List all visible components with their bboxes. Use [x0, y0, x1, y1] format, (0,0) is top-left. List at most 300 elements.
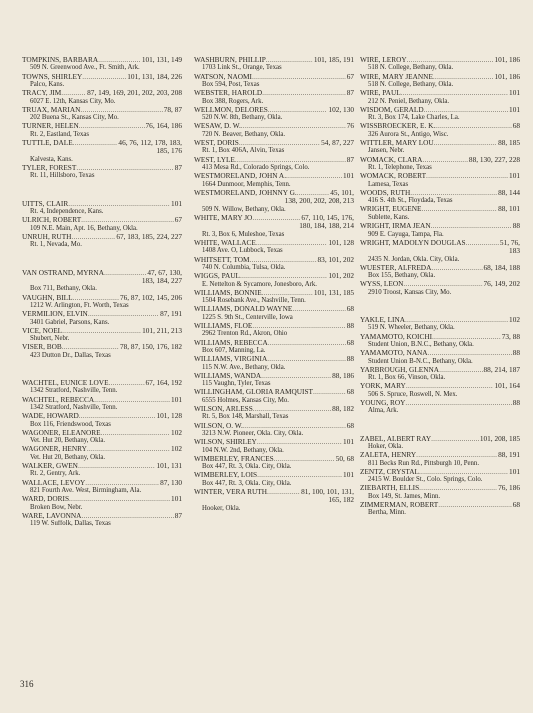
- entry-pages: 88: [512, 349, 520, 358]
- entry-line: [22, 89, 182, 97]
- entry-name: ZABEL, ALBERT RAY: [360, 434, 432, 443]
- dot-leader: [81, 512, 173, 520]
- entry-pages: 67: [174, 216, 182, 225]
- dot-leader: [87, 445, 170, 453]
- entry-pages: 50, 68: [335, 454, 354, 463]
- entry-pages-continued: 180, 184, 188, 214: [299, 221, 354, 231]
- dot-leader: [313, 388, 346, 396]
- entry-line: [194, 89, 354, 97]
- entry-name: WILLIAMS, FLOE: [194, 321, 253, 330]
- entry-line: [360, 484, 520, 492]
- dot-leader: [257, 438, 342, 446]
- entry-pages: 73, 88: [501, 332, 520, 341]
- entry-address: Rt. 11, Hillsboro, Texas: [30, 172, 95, 180]
- index-entry: [360, 264, 520, 281]
- dot-leader: [266, 56, 313, 64]
- entry-address: Rt. 1, Box 66, Vinson, Okla.: [368, 374, 446, 382]
- dot-leader: [428, 349, 512, 357]
- entry-address: 413 Mesa Rd., Colorado Springs, Colo.: [202, 164, 310, 172]
- entry-line: [360, 435, 520, 443]
- entry-pages: 76, 149, 202: [483, 280, 520, 289]
- entry-name: WIMBERLEY, LOIS: [194, 471, 258, 480]
- entry-address: 109 N.E. Main, Apt. 16, Bethany, Okla.: [30, 224, 138, 232]
- index-entry: [194, 438, 354, 455]
- entry-address: 1225 S. 9th St., Centerville, Iowa: [202, 313, 293, 321]
- entry-pages: 88, 130, 227, 228: [468, 155, 520, 164]
- index-entry: [360, 349, 520, 366]
- dot-leader: [268, 106, 328, 114]
- entry-name: WIRE, PAUL: [360, 89, 401, 98]
- entry-name: ZENTZ, CRYSTAL: [360, 467, 420, 476]
- entry-pages: 76, 164, 186: [145, 122, 182, 131]
- entry-pages: 101: [343, 172, 354, 181]
- dot-leader: [78, 462, 156, 470]
- dot-leader: [69, 495, 170, 503]
- entry-address: Rt. 1, Nevada, Mo.: [30, 241, 82, 249]
- index-entry: [22, 379, 182, 396]
- entry-pages: 101: [171, 199, 182, 208]
- dot-leader: [435, 122, 512, 130]
- entry-pages: 88, 191: [498, 451, 520, 460]
- section-gap: [360, 297, 520, 316]
- entry-name: ULRICH, ROBERT: [22, 216, 82, 225]
- dot-leader: [431, 435, 479, 443]
- entry-address: Rt. 3, Box 6, Muleshoe, Texas: [202, 230, 285, 238]
- entry-address: E. Nettelton & Sycamore, Jonesboro, Ark.: [202, 280, 317, 288]
- entry-address: Student Union, B.N.C., Bethany, Okla.: [368, 340, 474, 348]
- entry-name: WYSS, LEON: [360, 280, 404, 289]
- entry-name: UNRUH, RUTH: [22, 232, 72, 241]
- entry-name: WILLIAMS, BONNIE: [194, 288, 262, 297]
- dot-leader: [261, 372, 331, 380]
- entry-address: Box 155, Bethany, Okla.: [368, 272, 436, 280]
- entry-pages: 101, 128: [328, 238, 354, 247]
- entry-name: WINTER, VERA RUTH: [194, 488, 268, 497]
- entry-name: WHITE, WALLACE: [194, 238, 256, 247]
- entry-address: 811 Becks Run Rd., Pittsburgh 10, Penn.: [368, 459, 480, 467]
- entry-line: [194, 355, 354, 363]
- index-column-2: [194, 56, 354, 513]
- dot-leader: [267, 355, 345, 363]
- entry-pages: 54, 87, 227: [321, 139, 354, 148]
- entry-pages: 101, 164: [494, 382, 520, 391]
- index-entry: [360, 484, 520, 501]
- index-entry: [22, 495, 182, 512]
- index-entry: [360, 89, 520, 106]
- entry-name: WACHTEL, EUNICE LOVE: [22, 378, 109, 387]
- entry-name: TOWNS, SHIRLEY: [22, 72, 83, 81]
- entry-address: Box 447, Rt. 3, Okla. City, Okla.: [202, 463, 292, 471]
- dot-leader: [243, 422, 346, 430]
- entry-line: [194, 172, 354, 180]
- entry-pages: 45, 101,: [330, 188, 354, 197]
- dot-leader: [61, 89, 86, 97]
- entry-pages: 68, 184, 188: [483, 263, 520, 272]
- entry-pages: 101, 131, 184, 226: [127, 72, 182, 81]
- entry-line: [360, 222, 520, 230]
- dot-leader: [286, 172, 342, 180]
- dot-leader: [274, 455, 335, 463]
- entry-name: WATSON, NAOMI: [194, 72, 252, 81]
- entry-name: WRIGHT, MADOLYN DOUGLAS: [360, 238, 466, 247]
- entry-line: [22, 429, 182, 437]
- index-entry: [194, 471, 354, 488]
- entry-line: [360, 333, 520, 341]
- entry-pages: 76, 87, 102, 145, 206: [119, 293, 182, 302]
- entry-pages: 68: [346, 421, 354, 430]
- index-entry: [194, 106, 354, 123]
- index-entry: [194, 289, 354, 306]
- entry-pages: 101: [509, 172, 520, 181]
- index-entry: [360, 156, 520, 173]
- dot-leader: [81, 216, 174, 224]
- index-entry: [360, 382, 520, 399]
- entry-name: WALLACE, LEVOY: [22, 478, 86, 487]
- entry-name: YAMAMOTO, NANA: [360, 349, 428, 358]
- entry-name: WITTLER, MARY LOU: [360, 139, 434, 148]
- entry-name: WESTMORELAND, JOHN A.: [194, 172, 287, 181]
- entry-address: 423 Dutton Dr., Dallas, Texas: [30, 351, 111, 359]
- index-entry: [22, 327, 182, 344]
- index-entry: [22, 512, 182, 529]
- dot-leader: [439, 366, 482, 374]
- entry-address: Box 388, Rogers, Ark.: [202, 97, 264, 105]
- index-entry: [22, 343, 182, 360]
- entry-line: [360, 156, 520, 164]
- index-entry: [360, 399, 520, 416]
- dot-leader: [431, 222, 512, 230]
- entry-address: Broken Bow, Nebr.: [30, 503, 83, 511]
- entry-line: [360, 122, 520, 130]
- entry-pages: 88, 186: [332, 371, 354, 380]
- dot-leader: [239, 139, 320, 147]
- index-entry: [194, 422, 354, 439]
- entry-pages: 68: [346, 338, 354, 347]
- index-entry: [360, 366, 520, 383]
- entry-line: [22, 327, 182, 335]
- entry-name: TUTTLE, DALE: [22, 139, 73, 148]
- dot-leader: [406, 382, 494, 390]
- dot-leader: [262, 289, 313, 297]
- section-gap: [22, 360, 182, 379]
- entry-pages: 51, 76,: [499, 238, 520, 247]
- entry-line: [22, 396, 182, 404]
- entry-line: [22, 479, 182, 487]
- index-entry: [22, 89, 182, 106]
- entry-address: Hooker, Okla.: [202, 504, 241, 512]
- entry-line: [194, 388, 354, 396]
- entry-address: Lamesa, Texas: [368, 180, 409, 188]
- entry-pages: 87, 130: [160, 478, 182, 487]
- entry-address: Bertha, Minn.: [368, 509, 406, 517]
- entry-address: 6555 Holmes, Kansas City, Mo.: [202, 396, 289, 404]
- index-entry: [194, 272, 354, 289]
- entry-pages: 81, 100, 101, 131,: [301, 488, 354, 497]
- dot-leader: [410, 189, 497, 197]
- entry-line: [22, 294, 182, 302]
- entry-line: [360, 451, 520, 459]
- entry-address: 2962 Trenton Rd., Akron, Ohio: [202, 330, 288, 338]
- entry-address: Sublette, Kans.: [368, 213, 410, 221]
- entry-address: Jansen, Nebr.: [368, 147, 405, 155]
- entry-name: WHITSETT, TOM: [194, 255, 250, 264]
- entry-pages: 88, 214, 187: [483, 365, 520, 374]
- index-entry: [360, 189, 520, 206]
- entry-pages-continued: 183: [509, 246, 520, 256]
- dot-leader: [101, 429, 170, 437]
- entry-pages: 88, 101: [498, 205, 520, 214]
- entry-address: 115 Vaughn, Tyler, Texas: [202, 380, 271, 388]
- entry-name: WILLIAMS, VIRGINIA: [194, 355, 268, 364]
- index-entry: [194, 405, 354, 422]
- dot-leader: [62, 343, 119, 351]
- index-entry: [22, 233, 182, 250]
- index-entry: [22, 294, 182, 311]
- entry-name: WRIGHT, IRMA JEAN: [360, 222, 431, 231]
- entry-address: 2910 Troost, Kansas City, Mo.: [368, 288, 452, 296]
- entry-name: WOODS, RUTH: [360, 188, 411, 197]
- entry-address: 909 E. Cayuga, Tampa, Fla.: [368, 230, 444, 238]
- entry-pages: 67, 164, 192: [145, 378, 182, 387]
- entry-pages: 101, 186: [494, 56, 520, 64]
- entry-pages: 88: [512, 222, 520, 231]
- entry-line: [360, 73, 520, 81]
- index-entry: [360, 316, 520, 333]
- index-entry: [194, 172, 354, 189]
- entry-name: WEST, DORIS: [194, 139, 239, 148]
- index-entry: [22, 429, 182, 446]
- page-number: 316: [20, 679, 34, 689]
- index-entry: [194, 214, 354, 239]
- entry-address: 509 N. Willow, Bethany, Okla.: [202, 205, 286, 213]
- entry-line: [22, 216, 182, 224]
- dot-leader: [426, 172, 508, 180]
- dot-leader: [109, 379, 145, 387]
- entry-address: Shubert, Nebr.: [30, 335, 70, 343]
- entry-pages: 101, 202: [328, 272, 354, 281]
- index-entry: [360, 451, 520, 468]
- entry-pages: 101: [171, 395, 182, 404]
- entry-pages: 101: [509, 467, 520, 476]
- entry-line: [194, 56, 354, 64]
- index-entry: [194, 322, 354, 339]
- entry-address: Kalvesta, Kans.: [30, 155, 73, 163]
- dot-leader: [252, 73, 346, 81]
- entry-address: Box 149, St. James, Minn.: [368, 492, 441, 500]
- entry-pages: 102: [171, 445, 182, 454]
- index-entry: [194, 89, 354, 106]
- entry-line: [22, 495, 182, 503]
- entry-line: [22, 412, 182, 420]
- index-entry: [194, 256, 354, 273]
- entry-pages: 88, 144: [498, 188, 520, 197]
- entry-pages: 87: [174, 511, 182, 520]
- dot-leader: [432, 333, 501, 341]
- entry-line: [360, 264, 520, 272]
- entry-name: WILLIAMS, WANDA: [194, 371, 262, 380]
- entry-name: WAGONER, HENRY: [22, 445, 87, 454]
- dot-leader: [253, 405, 331, 413]
- index-entry: [22, 56, 182, 73]
- entry-line: [22, 106, 182, 114]
- entry-name: WISSBROECKER, E. K.: [360, 122, 436, 131]
- entry-line: [360, 172, 520, 180]
- index-entry: [194, 355, 354, 372]
- entry-line: [194, 322, 354, 330]
- entry-pages: 88: [346, 321, 354, 330]
- entry-pages: 102: [171, 428, 182, 437]
- entry-line: [22, 200, 182, 208]
- entry-name: YAKLE, LINA: [360, 315, 405, 324]
- entry-pages: 102: [509, 315, 520, 324]
- entry-address: Student Union B-N.C., Bethany, Okla.: [368, 357, 473, 365]
- dot-leader: [250, 256, 317, 264]
- entry-name: WUESTER, ALFREDA: [360, 263, 432, 272]
- entry-name: WELLMON, DELORES: [194, 105, 268, 114]
- entry-line: [194, 339, 354, 347]
- entry-name: TOMPKINS, BARBARA: [22, 56, 99, 64]
- dot-leader: [431, 264, 482, 272]
- entry-pages: 67: [346, 72, 354, 81]
- entry-address: 2435 N. Jordan, Okla. City, Okla.: [368, 255, 460, 263]
- entry-pages: 101: [171, 495, 182, 504]
- section-gap: [22, 181, 182, 200]
- dot-leader: [433, 73, 494, 81]
- entry-name: WESAW, D. W.: [194, 122, 241, 131]
- entry-name: UITTS, CLAIR: [22, 199, 69, 208]
- entry-pages: 101, 211, 213: [142, 326, 182, 335]
- entry-name: WIGGS, PAUL: [194, 272, 240, 281]
- dot-leader: [62, 327, 141, 335]
- entry-address: 1664 Dunmoor, Memphis, Tenn.: [202, 180, 291, 188]
- index-entry: [22, 462, 182, 479]
- entry-pages: 76, 186: [498, 484, 520, 493]
- entry-address: 518 N. College, Bethany, Okla.: [368, 81, 454, 89]
- entry-line: [360, 316, 520, 324]
- dot-leader: [235, 156, 346, 164]
- dot-leader: [267, 488, 300, 496]
- entry-address: 1212 W. Arlington, Ft. Worth, Texas: [30, 301, 129, 309]
- dot-leader: [438, 501, 511, 509]
- entry-name: WHITE, MARY JO: [194, 213, 253, 222]
- entry-line: [194, 405, 354, 413]
- index-entry: [360, 122, 520, 139]
- entry-name: YOUNG, ROY: [360, 398, 406, 407]
- entry-address: Hoker, Okla.: [368, 443, 404, 450]
- entry-address: Palco, Kans.: [30, 81, 65, 89]
- entry-address: Rt. 5, Box 148, Marshall, Texas: [202, 413, 289, 421]
- index-entry: [194, 139, 354, 156]
- entry-pages: 88, 182: [332, 405, 354, 413]
- entry-name: WADE, HOWARD: [22, 412, 79, 421]
- entry-pages: 68: [512, 501, 520, 510]
- dot-leader: [73, 139, 118, 147]
- entry-line: [360, 205, 520, 213]
- entry-name: WAGONER, ELEANORE: [22, 428, 101, 437]
- entry-pages: 68: [346, 305, 354, 314]
- entry-pages-continued: 185, 176: [156, 146, 182, 156]
- entry-name: WOMACK, ROBERT: [360, 172, 427, 181]
- entry-name: TRACY, JIM: [22, 89, 62, 98]
- entry-pages: 101, 186: [494, 72, 520, 81]
- entry-pages-continued: 183, 184, 227: [141, 275, 182, 285]
- entry-line: [194, 156, 354, 164]
- index-entry: [360, 239, 520, 264]
- entry-name: WARE, LAVONNA: [22, 511, 82, 520]
- entry-line: [22, 379, 182, 387]
- index-entry: [22, 200, 182, 217]
- entry-pages: 87, 149, 169, 201, 202, 203, 208: [87, 89, 182, 98]
- entry-name: WESTMORELAND, JOHNNY G.: [194, 188, 297, 197]
- entry-line: [360, 56, 520, 64]
- entry-pages: 101, 131, 185: [313, 288, 354, 297]
- entry-address: Vet. Hut 20, Bethany, Okla.: [30, 453, 106, 461]
- dot-leader: [98, 56, 141, 64]
- entry-pages: 101: [343, 471, 354, 480]
- entry-address: Box 116, Friendswood, Texas: [30, 420, 111, 428]
- entry-line: [194, 372, 354, 380]
- entry-name: WACHTEL, REBECCA: [22, 395, 95, 404]
- entry-line: [360, 189, 520, 197]
- entry-line: [360, 382, 520, 390]
- entry-address: 520 N.W. 8th, Bethany, Okla.: [202, 114, 283, 122]
- entry-pages: 83, 101, 202: [317, 255, 354, 264]
- index-column-1: [22, 56, 182, 528]
- index-entry: [360, 501, 520, 518]
- dot-leader: [401, 89, 508, 97]
- entry-address: 115 N.W. Ave., Bethany, Okla.: [202, 363, 286, 371]
- dot-leader: [79, 122, 145, 130]
- entry-line: [22, 56, 182, 64]
- entry-address: 519 N. Wheeler, Bethany, Okla.: [368, 324, 455, 332]
- entry-pages: 68: [346, 388, 354, 397]
- entry-address: Rt. 4, Independence, Kans.: [30, 208, 104, 216]
- entry-line: [360, 89, 520, 97]
- entry-name: ZIMMERMAN, ROBERT: [360, 501, 439, 510]
- entry-pages: 101: [509, 89, 520, 98]
- dot-leader: [241, 122, 346, 130]
- entry-name: ZIEBARTH, ELLIS: [360, 484, 420, 493]
- dot-leader: [419, 484, 497, 492]
- entry-line: [194, 438, 354, 446]
- entry-name: WOMACK, CLARA: [360, 155, 423, 164]
- entry-address: 104 N.W. 2nd, Bethany, Okla.: [202, 446, 284, 454]
- dot-leader: [292, 305, 345, 313]
- dot-leader: [80, 106, 162, 114]
- dot-leader: [82, 73, 126, 81]
- index-entry: [194, 339, 354, 356]
- entry-address: 3401 Gabriel, Parsons, Kans.: [30, 318, 110, 326]
- entry-pages: 101, 185, 191: [313, 56, 354, 64]
- dot-leader: [268, 339, 346, 347]
- entry-address: 3213 N.W. Pioneer, Okla. City, Okla.: [202, 430, 304, 438]
- index-entry: [194, 388, 354, 405]
- entry-name: TURNER, HELEN: [22, 122, 79, 131]
- entry-pages: 67, 110, 145, 176,: [301, 213, 354, 222]
- index-entry: [22, 106, 182, 123]
- entry-name: WILLIAMS, DONALD WAYNE: [194, 305, 293, 314]
- entry-name: YAMAMOTO, KOICHI: [360, 332, 433, 341]
- entry-line: [22, 343, 182, 351]
- entry-pages-continued: 138, 200, 202, 208, 213: [284, 196, 354, 206]
- index-entry: [194, 239, 354, 256]
- entry-pages: 87: [346, 89, 354, 98]
- entry-address: Rt. 2, Eastland, Texas: [30, 130, 90, 138]
- index-entry: [360, 222, 520, 239]
- entry-line: [194, 106, 354, 114]
- entry-pages: 87, 191: [160, 310, 182, 319]
- entry-line: [360, 349, 520, 357]
